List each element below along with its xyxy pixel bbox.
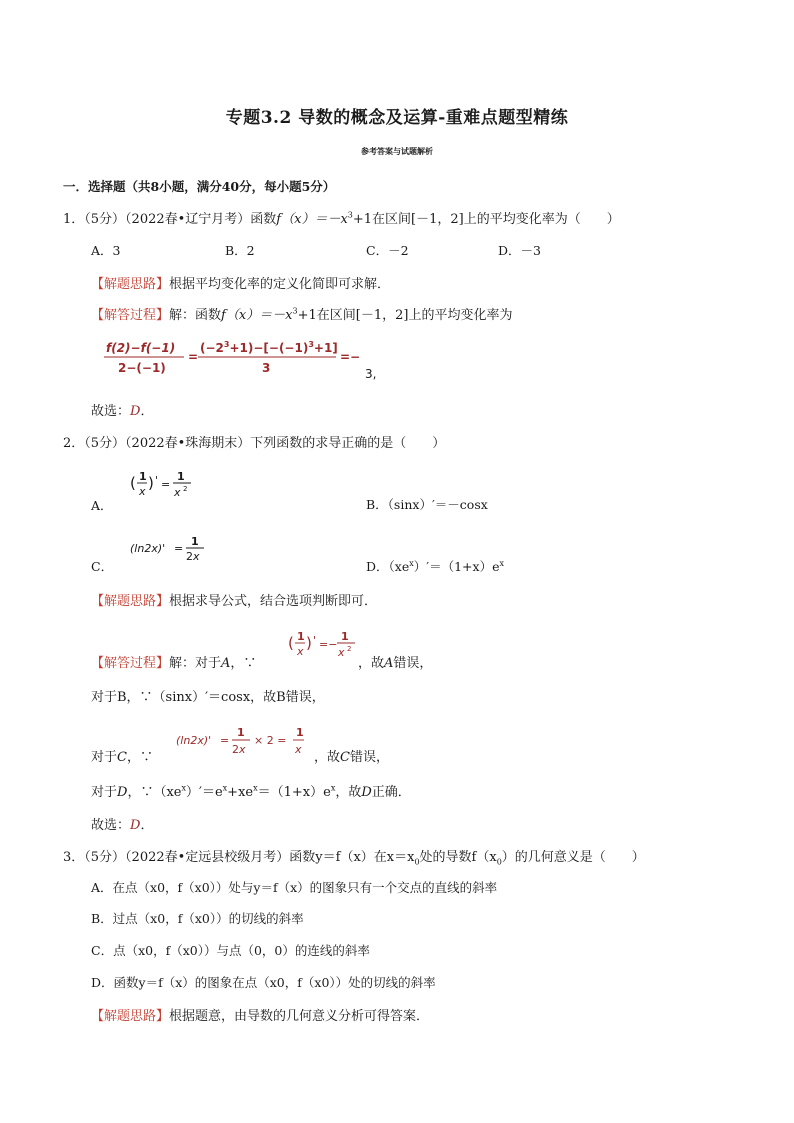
q1-option-b: B．2 — [225, 243, 255, 258]
q1-idea — [91, 273, 390, 292]
svg-text:=: = — [161, 478, 171, 491]
svg-text:(ln2x)': (ln2x)' — [130, 542, 166, 555]
svg-text:1: 1 — [191, 536, 199, 548]
q2-option-a-formula — [128, 468, 208, 502]
q1-exp: 3 — [347, 210, 353, 220]
q1-rest: +1在区间[－1，2]上的平均变化率为（ ） — [352, 212, 620, 227]
q1-formula-eq: = — [188, 350, 199, 364]
q1-answer-value: D — [130, 404, 141, 419]
q1-process-tag: 【解答过程】 — [91, 308, 170, 323]
q2-process-a: 【解答过程】解：对于A，∵ — [91, 656, 257, 671]
q1-process — [91, 304, 512, 323]
q1-option-a: A．3 — [91, 243, 121, 258]
page-subtitle: 参考答案与试题解析 — [361, 146, 433, 156]
q1-process-exp: 3 — [292, 306, 298, 316]
q2-process-a-tail: ，故A错误， — [358, 656, 433, 671]
question-2-stem: 2．（5分）（2022春•珠海期末）下列函数的求导正确的是（ ） — [63, 436, 446, 451]
svg-text:): ) — [148, 474, 154, 492]
question-1-stem — [63, 208, 620, 227]
q1-process-fx: f（x）＝－x — [221, 308, 293, 323]
q3-option-d: D．函数y＝f（x）的图象在点（x0，f（x0））处的切线的斜率 — [91, 975, 436, 990]
q2-answer-label: 故选： — [91, 818, 131, 833]
svg-text:x: x — [295, 743, 302, 756]
svg-text:2x: 2x — [232, 743, 246, 756]
q1-formula-num-left: f(2)−f(−1) — [106, 341, 176, 355]
q2-answer-value: D — [130, 818, 141, 833]
q1-option-d: D．－3 — [498, 243, 541, 258]
svg-text:(: ( — [288, 634, 294, 652]
q2-option-a-label: A． — [91, 498, 113, 513]
q2-idea-tag: 【解题思路】 — [91, 594, 170, 609]
q1-option-c: C．－2 — [366, 243, 409, 258]
q3-idea — [91, 1005, 429, 1024]
svg-text:2x: 2x — [186, 550, 200, 563]
svg-text:=−: =− — [319, 638, 338, 651]
q2-option-b: B．（sinx）′＝－cosx — [366, 497, 488, 512]
svg-text:2: 2 — [347, 645, 352, 653]
q1-formula-num-right: $(-2^3+1)-[-(-1)^3+1]$ — [200, 340, 338, 355]
svg-text:x: x — [297, 645, 304, 658]
q1-process-b: +1在区间[－1，2]上的平均变化率为 — [297, 308, 513, 323]
q1-idea-text: 根据平均变化率的定义化简即可求解． — [169, 277, 391, 292]
q1-formula — [100, 336, 400, 386]
q2-process-c: 对于C，∵ — [91, 750, 153, 765]
section-heading: 一．选择题（共8小题，满分40分，每小题5分） — [63, 179, 336, 194]
q3-idea-text: 根据题意，由导数的几何意义分析可得答案． — [169, 1009, 430, 1024]
q1-process-a: 解：函数 — [169, 308, 222, 323]
svg-text:1: 1 — [139, 470, 147, 483]
q3-option-c: C．点（x0，f（x0））与点（0，0）的连线的斜率 — [91, 943, 370, 958]
q2-option-c-formula — [130, 536, 220, 564]
q1-answer: 故选：D． — [91, 404, 154, 419]
q2-idea-text: 根据求导公式，结合选项判断即可． — [169, 594, 378, 609]
svg-text:x: x — [174, 486, 181, 499]
q2-process-a-formula — [286, 628, 362, 664]
page-title: 专题3.2 导数的概念及运算-重难点题型精练 — [225, 108, 569, 128]
svg-text:× 2 =: × 2 = — [254, 734, 287, 747]
q2-option-c-label: C． — [91, 559, 114, 574]
q2-idea — [91, 590, 377, 609]
q2-process-d: 对于D，$\because(xe^x)'=e^x+xe^x=(1+x)e^x$，故D正确． — [91, 783, 411, 800]
q3-option-a: A．在点（x0，f（x0））处与y＝f（x）的图象只有一个交点的直线的斜率 — [91, 880, 498, 895]
svg-text:=: = — [174, 542, 184, 555]
svg-text:(ln2x)': (ln2x)' — [176, 734, 212, 747]
svg-text:1: 1 — [296, 726, 304, 739]
question-3-stem: 3．（5分）（2022春•定远县校级月考）函数y＝f（x）在$x=x_0$处的导数$f(x_0)$的几何意义是（ ） — [63, 850, 645, 867]
svg-text:x: x — [338, 646, 345, 659]
q2-answer: 故选：D． — [91, 818, 154, 833]
svg-text:=: = — [220, 734, 230, 747]
svg-text:1: 1 — [341, 630, 349, 643]
q2-process-tag: 【解答过程】 — [91, 656, 170, 671]
svg-text:2: 2 — [183, 485, 188, 493]
svg-text:(: ( — [130, 474, 136, 492]
q1-formula-den-right: 3 — [262, 361, 271, 375]
q1-fx: f（x）＝－x — [276, 212, 348, 227]
q2-process-c-formula — [176, 726, 314, 760]
svg-text:1: 1 — [237, 726, 245, 739]
svg-text:': ' — [313, 634, 317, 647]
q2-process-b: 对于B，∵（sinx）′＝cosx，故B错误， — [91, 690, 325, 705]
q1-formula-tail: 3, — [365, 367, 377, 381]
q3-option-b: B．过点（x0，f（x0））的切线的斜率 — [91, 911, 304, 926]
q2-process-c-tail: ，故C错误， — [314, 750, 389, 765]
q1-number: 1．（5分）（2022春•辽宁月考）函数 — [63, 212, 277, 227]
q1-formula-eq2: =− — [340, 350, 361, 364]
q1-formula-den-left: 2−(−1) — [118, 361, 166, 375]
svg-text:': ' — [155, 474, 159, 487]
q1-idea-tag: 【解题思路】 — [91, 277, 170, 292]
svg-text:): ) — [306, 634, 312, 652]
svg-text:1: 1 — [177, 470, 185, 483]
svg-text:x: x — [139, 485, 146, 498]
q2-option-d: D．$(xe^x)'=(1+x)e^x$ — [366, 558, 504, 574]
q3-idea-tag: 【解题思路】 — [91, 1009, 170, 1024]
svg-text:1: 1 — [297, 630, 305, 643]
q1-answer-label: 故选： — [91, 404, 131, 419]
